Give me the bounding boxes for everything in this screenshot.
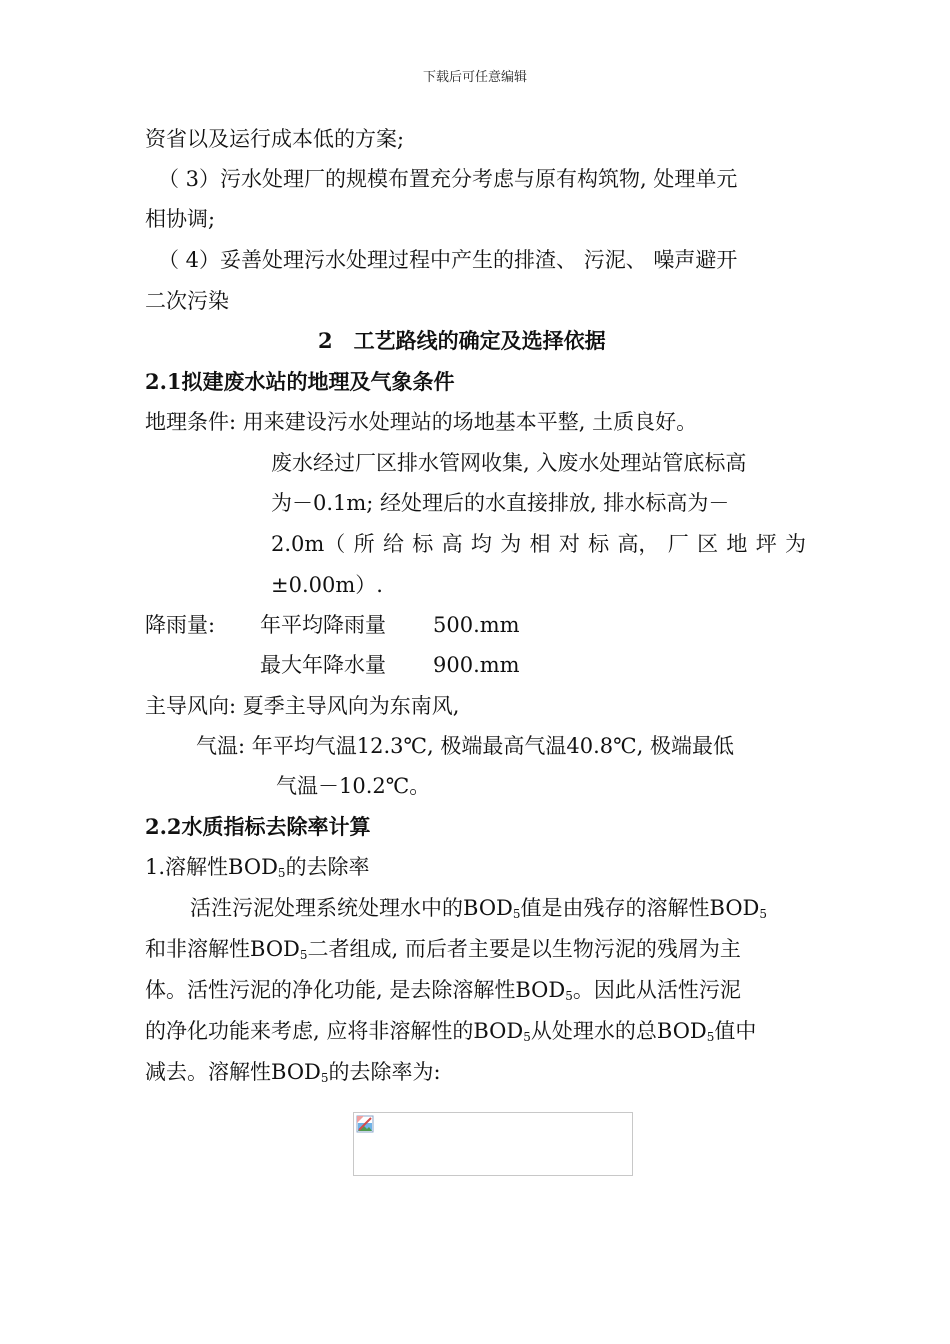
text: 从处理水的总BOD — [530, 1019, 707, 1043]
word: 2.0m（ — [271, 532, 346, 556]
section-heading-2: 2 工艺路线的确定及选择依据 — [318, 328, 606, 353]
rainfall-label: 降雨量: — [145, 613, 216, 637]
text-line: 气温－10.2℃。 — [276, 774, 431, 798]
text: 体。活性污泥的净化功能, 是去除溶解性BOD — [145, 978, 566, 1002]
text: 值中 — [714, 1019, 757, 1043]
text: 的去除率 — [285, 855, 370, 879]
section-heading-2-2: 2.2水质指标去除率计算 — [145, 814, 371, 839]
text: 和非溶解性BOD — [145, 937, 300, 961]
text-line: 相协调; — [145, 207, 216, 231]
rainfall-avg-label: 年平均降雨量 — [260, 613, 386, 637]
word: 标 — [412, 532, 434, 556]
text-line: ±0.00m）. — [271, 573, 383, 597]
list-item-4: （ 4）妥善处理污水处理过程中产生的排渣、 污泥、 噪声避开 — [158, 248, 738, 272]
word: 给 — [382, 532, 404, 556]
text-line: 资省以及运行成本低的方案; — [145, 127, 405, 151]
text-line-justified — [271, 530, 806, 558]
subscript: 5 — [277, 866, 286, 880]
word: 为 — [785, 532, 806, 556]
page-header: 下载后可任意编辑 — [422, 70, 527, 85]
word: 均 — [470, 532, 492, 556]
word: 高， — [617, 532, 660, 556]
subscript: 5 — [523, 1030, 531, 1044]
text: 值是由残存的溶解性BOD — [520, 896, 760, 920]
rainfall-max-value: 900.mm — [433, 653, 520, 677]
subscript: 5 — [565, 989, 573, 1003]
word: 标 — [588, 532, 610, 556]
word: 为 — [500, 532, 522, 556]
subscript: 5 — [320, 1071, 329, 1085]
temperature: 气温: 年平均气温12.3℃, 极端最高气温40.8℃, 极端最低 — [196, 734, 734, 758]
text: 的净化功能来考虑, 应将非溶解性的BOD — [145, 1019, 524, 1043]
section-heading-2-1: 2.1拟建废水站的地理及气象条件 — [145, 369, 455, 394]
paragraph-line — [145, 935, 741, 963]
subscript: 5 — [299, 948, 308, 962]
word: 厂 — [667, 532, 689, 556]
word: 对 — [558, 532, 580, 556]
word: 地 — [726, 532, 748, 556]
word: 坪 — [755, 532, 777, 556]
rainfall-max-label: 最大年降水量 — [260, 653, 386, 677]
text: 二者组成, 而后者主要是以生物污泥的残屑为主 — [307, 937, 741, 961]
paragraph-line — [190, 894, 767, 922]
text-line: 为－0.1m; 经处理后的水直接排放, 排水标高为－ — [271, 491, 730, 515]
text-line: 二次污染 — [145, 289, 229, 313]
wind-direction: 主导风向: 夏季主导风向为东南风, — [145, 694, 460, 718]
subscript: 5 — [759, 907, 768, 921]
geo-conditions: 地理条件: 用来建设污水处理站的场地基本平整, 土质良好。 — [145, 410, 698, 434]
text: 活泩污泥处理系统处理水中的BOD — [190, 896, 513, 920]
list-item-3: （ 3）污水处理厂的规模布置充分考虑与原有构筑物, 处理单元 — [158, 167, 738, 191]
paragraph-line — [145, 1017, 756, 1045]
formula-image-placeholder — [353, 1112, 633, 1176]
rainfall-avg-value: 500.mm — [433, 613, 520, 637]
word: 高 — [441, 532, 463, 556]
word: 所 — [353, 532, 375, 556]
word: 区 — [697, 532, 719, 556]
paragraph-line — [145, 1058, 441, 1086]
text: 的去除率为: — [328, 1060, 441, 1084]
text: 1.溶解性BOD — [145, 855, 278, 879]
subheading-1 — [145, 853, 370, 881]
text-line: 废水经过厂区排水管网收集, 入废水处理站管底标高 — [271, 451, 747, 475]
subscript: 5 — [706, 1030, 715, 1044]
word: 相 — [529, 532, 551, 556]
text: 减去。溶解性BOD — [145, 1060, 321, 1084]
text: 。因此从活性污泥 — [572, 978, 741, 1002]
subscript: 5 — [512, 907, 521, 921]
paragraph-line — [145, 976, 741, 1004]
broken-image-icon — [356, 1115, 374, 1133]
